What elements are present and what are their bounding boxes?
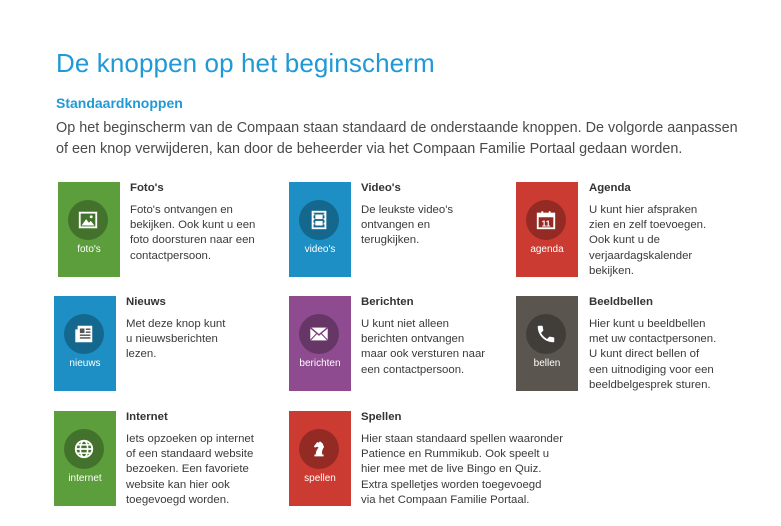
calendar-icon	[526, 200, 566, 240]
tile-label: berichten	[299, 358, 341, 369]
tile-spellen[interactable]	[289, 411, 351, 506]
section-title: Standaardknoppen	[56, 95, 183, 111]
description-line: Hier staan standaard spellen waaronder	[361, 433, 563, 445]
tile-videos[interactable]	[289, 182, 351, 277]
button-title: Spellen	[361, 411, 402, 423]
description-line: verjaardagskalender	[589, 249, 693, 262]
description-line: of een standaard website	[126, 448, 254, 461]
description-line: U kunt direct bellen of	[589, 348, 700, 361]
button-description	[361, 432, 563, 508]
button-title: Video's	[361, 182, 401, 194]
description-line: via het Compaan Familie Portaal.	[361, 493, 530, 506]
envelope-icon	[299, 314, 339, 354]
description-line: een uitnodiging voor een	[589, 363, 714, 376]
chess-knight-icon	[299, 429, 339, 469]
description-line: hier mee met de live Bingo en Quiz.	[361, 463, 542, 476]
tile-berichten[interactable]	[289, 296, 351, 391]
button-description	[126, 432, 254, 508]
tile-bellen[interactable]	[516, 296, 578, 391]
description-line: contactpersoon.	[130, 249, 212, 262]
button-description	[126, 317, 225, 363]
tile-label: internet	[68, 473, 102, 484]
newspaper-icon	[64, 314, 104, 354]
description-line: bekijken.	[589, 264, 634, 277]
description-line: Hier kunt u beeldbellen	[589, 318, 706, 330]
description-line: Ook kunt u de	[589, 234, 660, 247]
button-description	[589, 203, 706, 279]
tile-label: foto's	[77, 244, 101, 255]
page-title: De knoppen op het beginscherm	[56, 48, 435, 78]
tile-label: nieuws	[69, 358, 101, 369]
phone-icon	[526, 314, 566, 354]
film-icon	[299, 200, 339, 240]
description-line: Iets opzoeken op internet	[126, 433, 254, 445]
description-line: De leukste video's	[361, 204, 454, 216]
button-description	[361, 317, 485, 378]
description-line: Foto's ontvangen en	[130, 204, 233, 216]
description-line: terugkijken.	[361, 234, 420, 247]
tile-internet[interactable]	[54, 411, 116, 506]
description-line: maar ook versturen naar	[361, 348, 486, 361]
description-line: berichten ontvangen	[361, 333, 465, 346]
description-line: foto doorsturen naar een	[130, 234, 255, 247]
button-title: Berichten	[361, 296, 414, 308]
description-line: Met deze knop kunt	[126, 318, 226, 330]
description-line: Patience en Rummikub. Ook speelt u	[361, 448, 550, 461]
description-line: lezen.	[126, 348, 157, 361]
description-line: zien en zelf toevoegen.	[589, 219, 707, 232]
button-title: Nieuws	[126, 296, 166, 308]
description-line: beeldbelgesprek sturen.	[589, 378, 711, 391]
button-title: Foto's	[130, 182, 164, 194]
button-description	[361, 203, 453, 249]
button-description	[589, 317, 716, 393]
intro-line: of een knop verwijderen, kan door de beheerder via het Compaan Familie Portaal gedaan worden.	[56, 141, 683, 157]
description-line: u nieuwsberichten	[126, 333, 218, 346]
description-line: U kunt hier afspraken	[589, 204, 698, 216]
button-title: Internet	[126, 411, 168, 423]
description-line: toegevoegd worden.	[126, 493, 230, 506]
description-line: bezoeken. Een favoriete	[126, 463, 249, 476]
calendar-day: 11	[541, 219, 551, 229]
intro-line: Op het beginscherm van de Compaan staan standaard de onderstaande knoppen. De volgorde aanpassen	[56, 120, 738, 136]
description-line: website kan hier ook	[126, 478, 230, 491]
button-description	[130, 203, 255, 264]
button-title: Agenda	[589, 182, 631, 194]
description-line: een contactpersoon.	[361, 363, 465, 376]
tile-agenda[interactable]	[516, 182, 578, 277]
intro-paragraph	[56, 118, 756, 160]
description-line: bekijken. Ook kunt u een	[130, 219, 256, 232]
description-line: met uw contactpersonen.	[589, 333, 717, 346]
globe-icon	[64, 429, 104, 469]
tile-label: bellen	[533, 358, 561, 369]
description-line: U kunt niet alleen	[361, 318, 450, 330]
image-icon	[68, 200, 108, 240]
button-title: Beeldbellen	[589, 296, 653, 308]
tile-label: video's	[304, 244, 336, 255]
tile-label: agenda	[530, 244, 564, 255]
description-line: Extra spelletjes worden toegevoegd	[361, 478, 542, 491]
tile-label: spellen	[304, 473, 336, 484]
tile-nieuws[interactable]	[54, 296, 116, 391]
description-line: ontvangen en	[361, 219, 431, 232]
tile-fotos[interactable]	[58, 182, 120, 277]
